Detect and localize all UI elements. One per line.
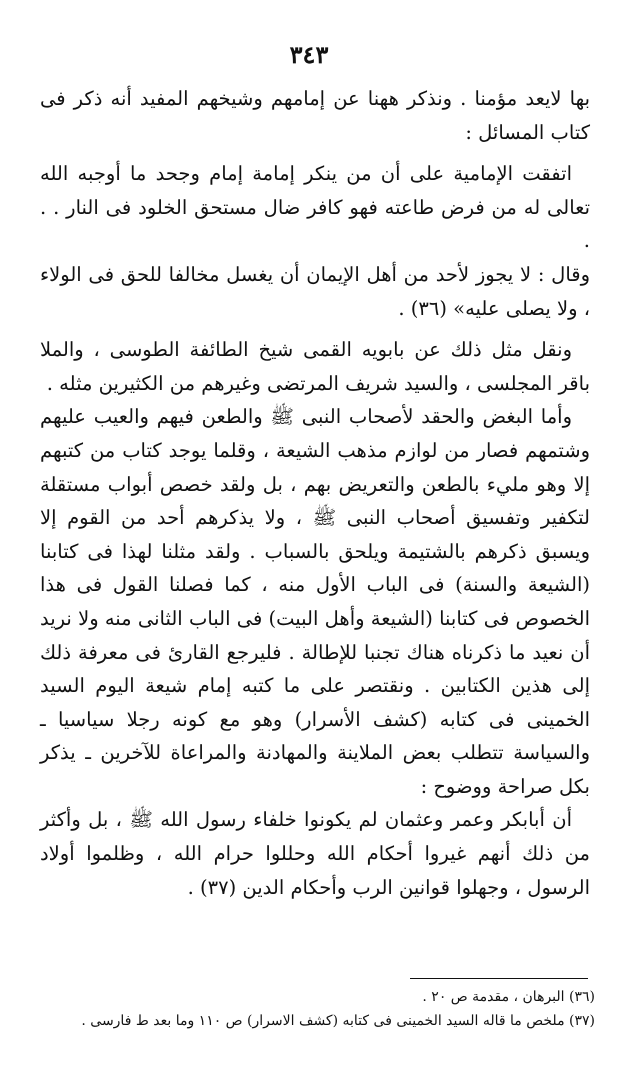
paragraph-intro: بها لايعد مؤمنا . ونذكر ههنا عن إمامهم وشيخهم المفيد أنه ذكر فى كتاب المسائل : bbox=[40, 87, 590, 144]
footnote-divider bbox=[410, 978, 588, 979]
paragraph-scholars: ونقل مثل ذلك عن بابويه القمى شيخ الطائفة الطوسى ، والملا باقر المجلسى ، والسيد شريف المرتضى وغيرهم من الكثيرين مثله . bbox=[40, 338, 590, 395]
footnote-36: (٣٦) البرهان ، مقدمة ص ٢٠ . bbox=[422, 989, 595, 1005]
paragraph-companions: وأما البغض والحقد لأصحاب النبى ﷺ والطعن فيهم والعيب عليهم وشتمهم فصار من لوازم مذهب الشيعة ، وقلما يوجد كتاب من كتبهم إلا وهو مليء بالطعن والتعريض بهم ، بل ولقد خصص أبواب مستقلة لتكفير وتفسيق أصحاب النبى ﷺ ، ولا يذكرهم أحد من القوم إلا ويسبق ذكرهم بالشتيمة ويلحق بالسباب . ولقد مثلنا لهذا فى كتابنا (الشيعة والسنة) فى الباب الأول منه ، كما فصلنا القول فى هذا الخصوص فى كتابنا (الشيعة وأهل البيت) فى الباب الثانى منه ولا نريد أن نعيد ما ذكرناه هناك تجنبا للإطالة . فليرجع القارئ فى معرفة ذلك إلى هذين الكتابين . ونقتصر على ما كتبه إمام شيعة اليوم السيد الخمينى فى كتابه (كشف الأسرار) وهو مع كونه رجلا سياسيا ـ والسياسة تتطلب بعض الملاينة والمهادنة والمراعاة للآخرين ـ يذكر بكل صراحة ووضوح : bbox=[40, 405, 590, 798]
page-number: ٣٤٣ bbox=[289, 40, 329, 69]
paragraph-quote-wa-qala: وقال : لا يجوز لأحد من أهل الإيمان أن يغسل مخالفا للحق فى الولاء ، ولا يصلى عليه» (٣٦) . bbox=[40, 262, 590, 320]
footnotes bbox=[40, 985, 595, 1033]
footnote-37: (٣٧) ملخص ما قاله السيد الخمينى فى كتابه (كشف الاسرار) ص ١١٠ وما بعد ط فارسى . bbox=[81, 1013, 595, 1029]
paragraph-quote-imamiya: اتفقت الإمامية على أن من ينكر إمامة إمام وجحد ما أوجبه الله تعالى له من فرض طاعته فهو كافر ضال مستحق الخلود فى النار . . . bbox=[40, 162, 590, 253]
paragraph-khomeini-quote: أن أبابكر وعمر وعثمان لم يكونوا خلفاء رسول الله ﷺ ، بل وأكثر من ذلك أنهم غيروا أحكام الله وحللوا حرام الله ، وظلموا أولاد الرسول ، وجهلوا قوانين الرب وأحكام الدين (٣٧) . bbox=[40, 808, 590, 899]
body-text bbox=[40, 82, 590, 904]
